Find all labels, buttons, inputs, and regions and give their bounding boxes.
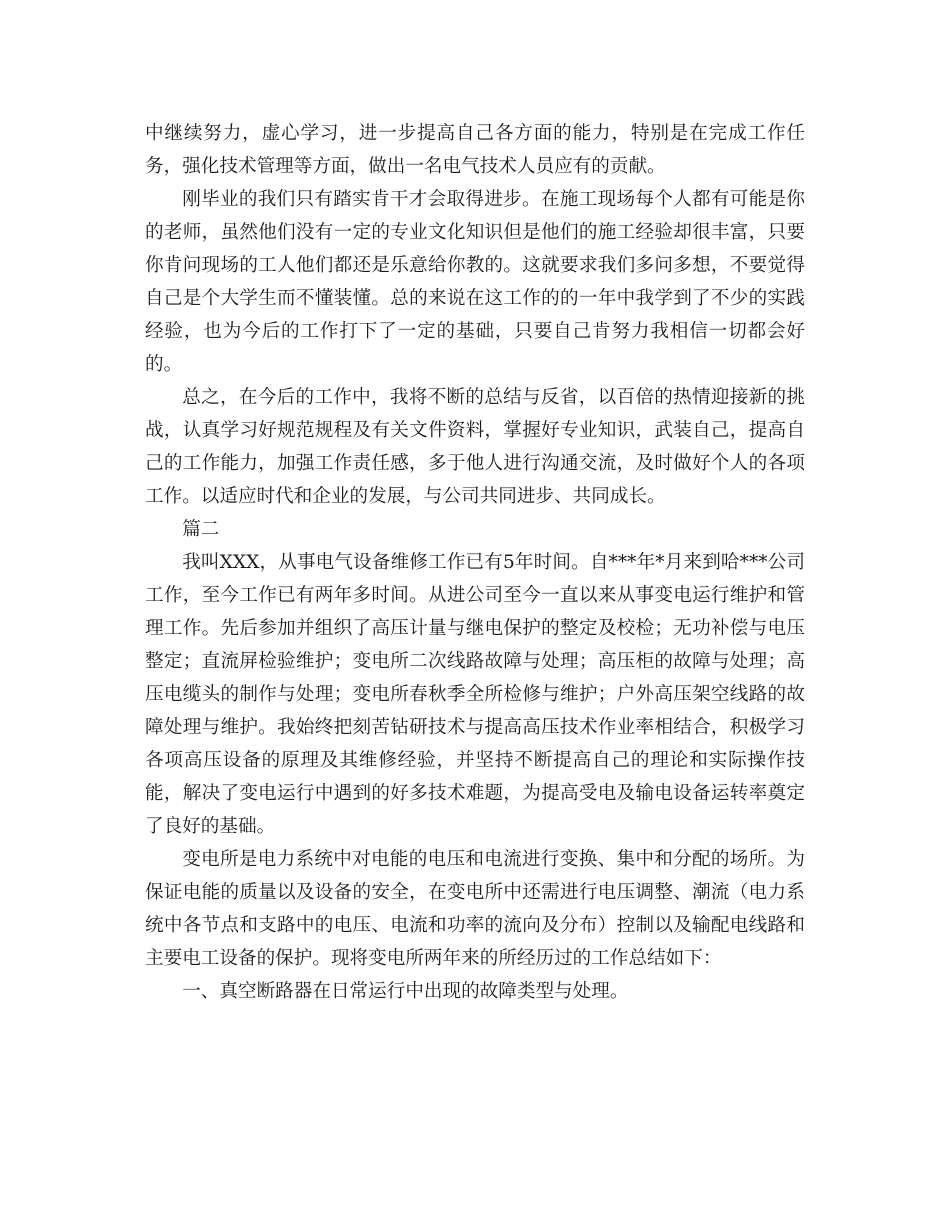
subsection-heading: 一、真空断路器在日常运行中出现的故障类型与处理。 [182,981,629,1002]
paragraph: 变电所是电力系统中对电能的电压和电流进行变换、集中和分配的场所。为保证电能的质量以及设备的安全，在变电所中还需进行电压调整、潮流（电力系统中各节点和支路中的电压、电流和功率的流向及分布）控制以及输配电线路和主要电工设备的保护。现将变电所两年来的所经历过的工作总结如下： [145,849,805,969]
paragraph-continuation: 中继续努力，虚心学习，进一步提高自己各方面的能力，特别是在完成工作任务，强化技术管理等方面，做出一名电气技术人员应有的贡献。 [145,123,805,177]
document-body [145,117,805,1008]
paragraph: 我叫XXX，从事电气设备维修工作已有5年时间。自***年*月来到哈***公司工作，至今工作已有两年多时间。从进公司至今一直以来从事变电运行维护和管理工作。先后参加并组织了高压计量与继电保护的整定及校检；无功补偿与电压整定；直流屏检验维护；变电所二次线路故障与处理；高压柜的故障与处理；高压电缆头的制作与处理；变电所春秋季全所检修与维护；户外高压架空线路的故障处理与维护。我始终把刻苦钻研技术与提高高压技术作业率相结合，积极学习各项高压设备的原理及其维修经验，并坚持不断提高自己的理论和实际操作技能，解决了变电运行中遇到的好多技术难题，为提高受电及输电设备运转率奠定了良好的基础。 [145,552,805,837]
section-heading: 篇二 [182,519,220,540]
paragraph: 刚毕业的我们只有踏实肯干才会取得进步。在施工现场每个人都有可能是你的老师，虽然他们没有一定的专业文化知识但是他们的施工经验却很丰富，只要你肯问现场的工人他们都还是乐意给你教的。这就要求我们多问多想，不要觉得自己是个大学生而不懂装懂。总的来说在这工作的的一年中我学到了不少的实践经验，也为今后的工作打下了一定的基础，只要自己肯努力我相信一切都会好的。 [145,189,805,375]
paragraph: 总之，在今后的工作中，我将不断的总结与反省，以百倍的热情迎接新的挑战，认真学习好规范规程及有关文件资料，掌握好专业知识，武装自己，提高自己的工作能力，加强工作责任感，多于他人进行沟通交流，及时做好个人的各项工作。以适应时代和企业的发展，与公司共同进步、共同成长。 [145,387,805,507]
